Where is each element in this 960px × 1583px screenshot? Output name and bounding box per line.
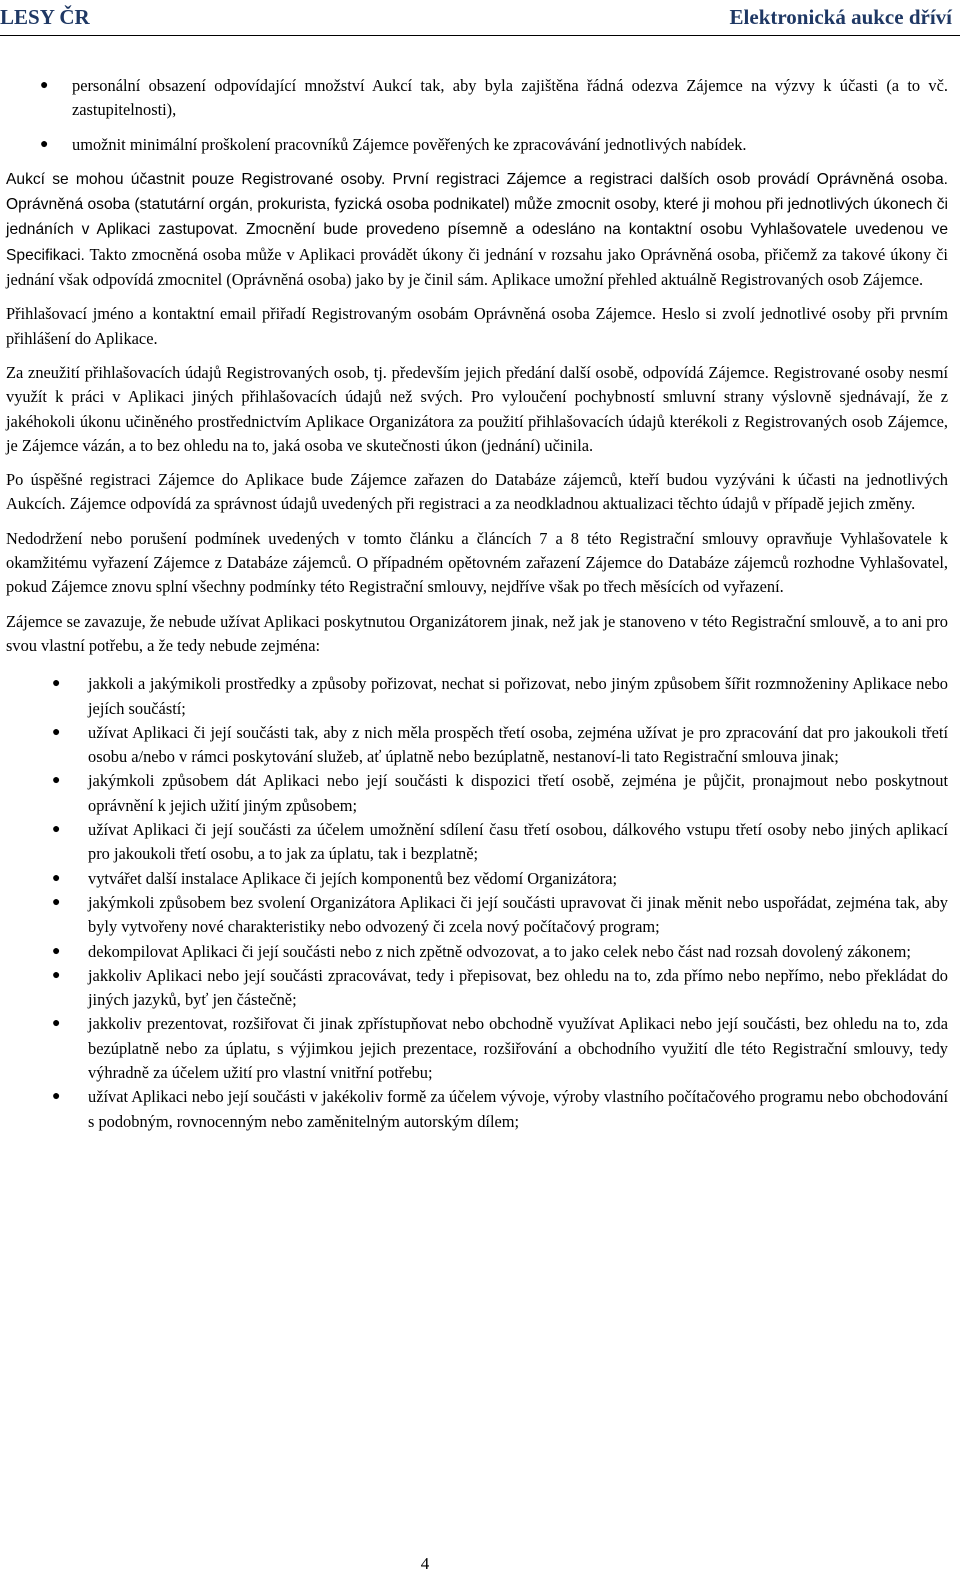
paragraph-registered-persons: [6, 167, 948, 292]
list-item-text: užívat Aplikaci či její součásti za účelem umožnění sdílení času třetí osobou, dálkového vstupu třetí osoby nebo jiných aplikací pro jakoukoli třetí osobu, a to jak za úplatu, tak i bezplatně;: [88, 820, 948, 864]
list-item: [6, 74, 948, 123]
bullet-icon: ●: [52, 943, 61, 959]
top-bullet-list: [6, 74, 948, 157]
paragraph-serif-part: Takto zmocněná osoba může v Aplikaci provádět úkony či jednání v rozsahu jako Oprávněná osoba, přičemž za takové úkony či jednání však odpovídá zmocnitel (Oprávněná osoba) jako by je činil sám. Aplikace umožní přehled aktuálně Registrovaných osob Zájemce.: [6, 244, 948, 290]
list-item-text: jakkoliv Aplikaci nebo její součásti zpracovávat, tedy i přepisovat, bez ohledu na to, zda přímo nebo nepřímo, nebo překládat do jiných jazyků, byť jen částečně;: [88, 965, 948, 1010]
list-item: [6, 672, 948, 721]
header-brand: LESY ČR: [0, 5, 90, 29]
list-item-text: personální obsazení odpovídající množství Aukcí tak, aby byla zajištěna řádná odezva Zájemce na výzvy k účasti (a to vč. zastupitelnosti),: [72, 76, 948, 120]
bullet-icon: ●: [52, 967, 61, 983]
list-item-text: jakkoliv prezentovat, rozšiřovat či jinak zpřístupňovat nebo obchodně využívat Aplikaci nebo její součásti, bez ohledu na to, zda bezúplatně nebo za úplatu, s výjimkou jejich prezentace, rozšiřování a obchodního využití dle této Registrační smlouvy, tedy výhradně za účelem užití pro vlastní vnitřní potřebu;: [88, 1014, 948, 1082]
bullet-icon: ●: [52, 1089, 61, 1105]
list-item-text: dekompilovat Aplikaci či její součásti nebo z nich zpětně odvozovat, a to jako celek nebo část nad rozsah dovolený zákonem;: [88, 941, 911, 961]
list-item-text: jakkoli a jakýmikoli prostředky a způsoby pořizovat, nechat si pořizovat, nebo jiným způsobem šířit rozmnoženiny Aplikace nebo jejích součástí;: [88, 674, 948, 718]
bullet-icon: ●: [52, 773, 61, 789]
list-item: [6, 1012, 948, 1085]
bullet-icon: ●: [40, 78, 49, 93]
list-item-text: užívat Aplikaci nebo její součásti v jakékoliv formě za účelem vývoje, výroby vlastního počítačového programu nebo obchodování s podobným, rovnocenným nebo zaměnitelným autorským dílem;: [88, 1087, 948, 1131]
list-item: [6, 964, 948, 1013]
bullet-icon: ●: [52, 724, 61, 740]
paragraph-login-credentials: Přihlašovací jméno a kontaktní email přiřadí Registrovaným osobám Oprávněná osoba Zájemce. Heslo si zvolí jednotlivé osoby při prvním přihlášení do Aplikace.: [6, 304, 948, 348]
header-document-title: Elektronická aukce dříví: [729, 5, 952, 29]
bullet-icon: ●: [52, 676, 61, 692]
list-item-text: užívat Aplikaci či její součásti tak, aby z nich měla prospěch třetí osoba, zejména užívat je pro zpracování dat pro jakoukoli třetí osobu a/nebo v rámci poskytování služeb, ať úplatně nebo bezúplatně, nestanoví-li tato Registrační smlouva jinak;: [88, 722, 948, 767]
paragraph-database-inclusion: Po úspěšné registraci Zájemce do Aplikace bude Zájemce zařazen do Databáze zájemců, kteří budou vyzýváni k účasti na jednotlivých Aukcích. Zájemce odpovídá za správnost údajů uvedených při registraci a za neodkladnou aktualizaci těchto údajů v případě jejich změny.: [6, 470, 948, 514]
bullet-icon: ●: [52, 894, 61, 910]
paragraph-credential-misuse: Za zneužití přihlašovacích údajů Registrovaných osob, tj. především jejich předání další osobě, odpovídá Zájemce. Registrované osoby nesmí využít k práci v Aplikaci jiných přihlašovacích údajů než svých. Pro vyloučení pochybností smluvní strany výslovně sjednávají, že z jakéhokoli úkonu učiněného prostřednictvím Aplikace Organizátora za použití přihlašovacích údajů kterékoli z Registrovaných osob Zájemce, je Zájemce vázán, a to bez ohledu na to, jaká osoba ve skutečnosti úkon (jednání) učinila.: [6, 362, 948, 455]
list-item-text: jakýmkoli způsobem dát Aplikaci nebo její součásti k dispozici třetí osobě, zejména je půjčit, pronajmout nebo poskytnout oprávnění k jejich užití jiným způsobem;: [88, 771, 948, 815]
document-body: [6, 74, 948, 1134]
list-item: [6, 133, 948, 157]
list-item: [6, 769, 948, 818]
list-item: [6, 818, 948, 867]
paragraph-violation: Nedodržení nebo porušení podmínek uvedených v tomto článku a článcích 7 a 8 této Registrační smlouvy opravňuje Vyhlašovatele k okamžitému vyřazení Zájemce z Databáze zájemců. O případném opětovném zařazení Zájemce do Databáze zájemců rozhodne Vyhlašovatel, pokud Zájemce znovu splní všechny podmínky této Registrační smlouvy, nejdříve však po třech měsících od vyřazení.: [6, 528, 948, 597]
list-item-text: umožnit minimální proškolení pracovníků Zájemce pověřených ke zpracovávání jednotlivých nabídek.: [72, 134, 747, 154]
list-item: [6, 721, 948, 770]
list-item: [6, 867, 948, 891]
list-item-text: jakýmkoli způsobem bez svolení Organizátora Aplikaci či její součásti upravovat či jinak měnit nebo uspořádat, zejména tak, aby byly vytvořeny nové charakteristiky nebo odvozený či zcela nový počítačový program;: [88, 892, 948, 937]
paragraph-sans-part: Aukcí se mohou účastnit pouze Registrované osoby. První registraci Zájemce a registraci dalších osob provádí Oprávněná osoba. Oprávněná osoba (statutární orgán, prokurista, fyzická osoba podnikatel) může zmocnit osoby, které ji mohou při jednotlivých úkonech či jednáních v Aplikaci zastupovat. Zmocnění bude provedeno písemně a odesláno na kontaktní osobu Vyhlašovatele uvedenou ve Specifikaci.: [6, 170, 948, 264]
bullet-icon: ●: [52, 870, 61, 886]
bullet-icon: ●: [52, 1016, 61, 1032]
page-header: [0, 0, 960, 36]
list-item: [6, 940, 948, 964]
bullet-icon: ●: [40, 136, 49, 152]
page-number: 4: [420, 1554, 430, 1573]
list-item-text: vytvářet další instalace Aplikace či jejích komponentů bez vědomí Organizátora;: [88, 868, 618, 888]
list-item: [6, 1085, 948, 1134]
bullet-icon: ●: [52, 822, 61, 838]
paragraph-obligations-intro: Zájemce se zavazuje, že nebude užívat Aplikaci poskytnutou Organizátorem jinak, než jak je stanoveno v této Registrační smlouvě, a to ani pro svou vlastní potřebu, a že tedy nebude zejména:: [6, 611, 948, 655]
list-item: [6, 891, 948, 940]
obligations-bullet-list: [6, 672, 948, 1134]
